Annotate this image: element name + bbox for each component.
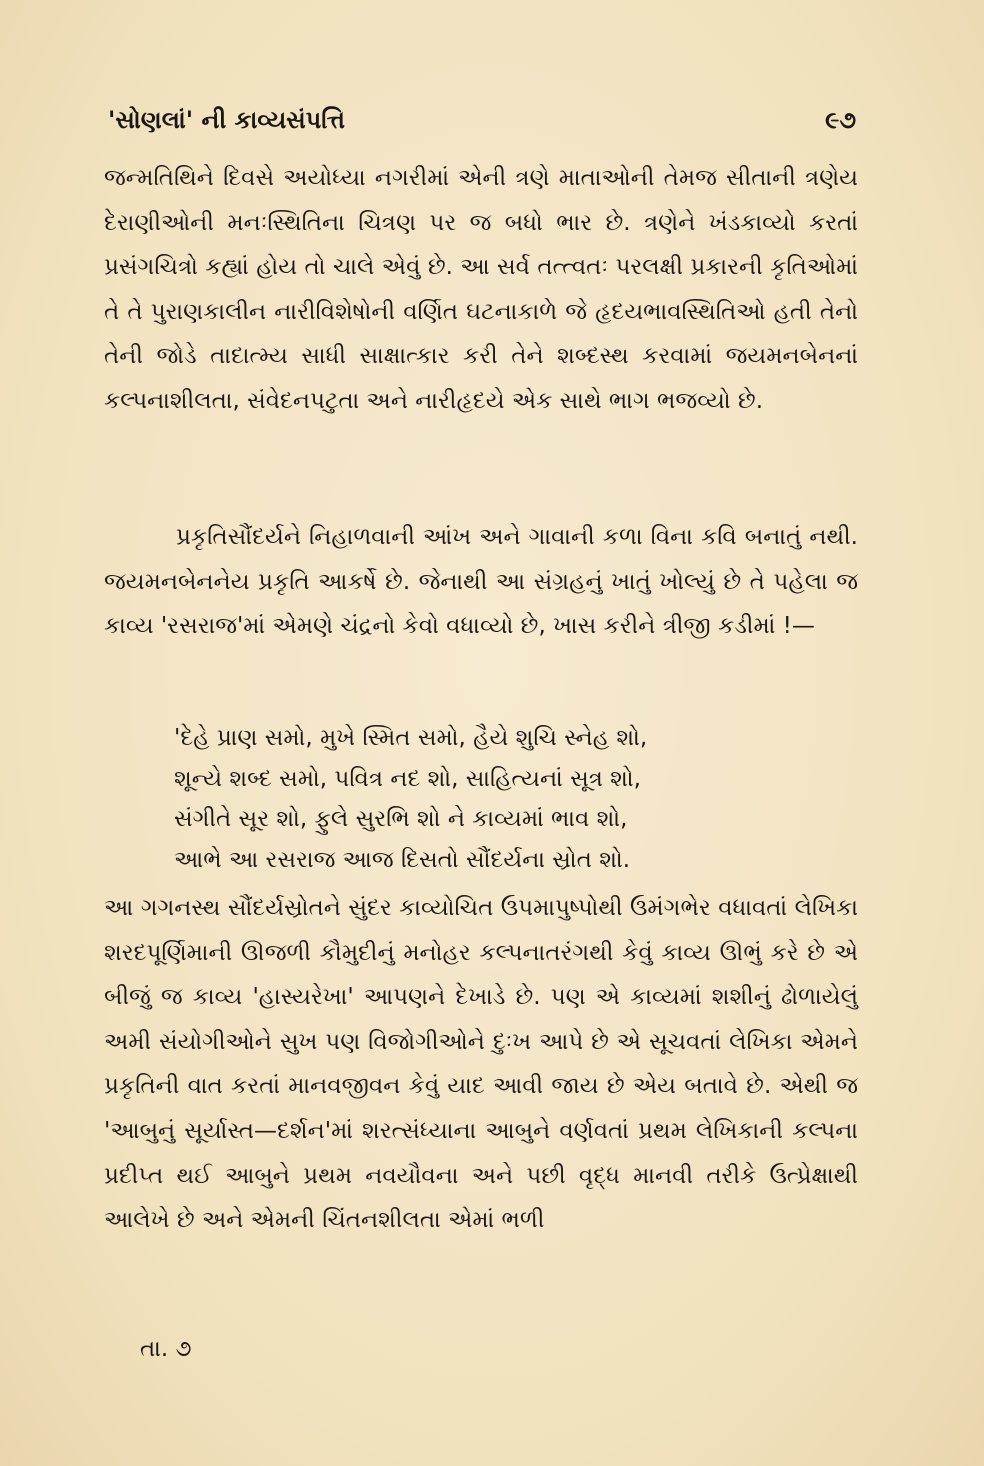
running-title: 'સોણલાં' ની કાવ્યસંપત્તિ <box>108 106 346 134</box>
paragraph: આ ગગનસ્થ સૌંદર્યસ્રોતને સુંદર કાવ્યોચિત ઉપમાપુષ્પોથી ઉમંગભેર વધાવતાં લેખિકા શરદપૂર્ણિમાની ઊજળી કૌમુદીનું મનોહર કલ્પનાતરંગથી કેવું કાવ્ય ઊભું કરે છે એ બીજું જ કાવ્ય 'હાસ્યરેખા' આપણને દેખાડે છે. પણ એ કાવ્યમાં શશીનું ઢોળાયેલું અમી સંયોગીઓને સુખ પણ વિજોગીઓને દુઃખ આપે છે એ સૂચવતાં લેખિકા એમને પ્રકૃતિની વાત કરતાં માનવજીવન કેવું યાદ આવી જાય છે એય બતાવે છે. એથી જ 'આબુનું સૂર્યાસ્ત—દર્શન'માં શરત્સંધ્યાના આબુને વર્ણવતાં પ્રથમ લેખિકાની કલ્પના પ્રદીપ્ત થઈ આબુને પ્રથમ નવયૌવના અને પછી વૃદ્ધ માનવી તરીકે ઉત્પ્રેક્ષાથી આલેખે છે અને એમની ચિંતનશીલતા એમાં ભળી <box>104 895 858 1234</box>
paragraph: જન્મતિથિને દિવસે અયોધ્યા નગરીમાં એની ત્રણે માતાઓની તેમજ સીતાની ત્રણેય દેરાણીઓની મનઃસ્થિતિના ચિત્રણ પર જ બધો ભાર છે. ત્રણેને ખંડકાવ્યો કરતાં પ્રસંગચિત્રો કહ્યાં હોય તો ચાલે એવું છે. આ સર્વ તત્ત્વતઃ પરલક્ષી પ્રકારની કૃતિઓમાં તે તે પુરાણકાલીન નારીવિશેષોની વર્ણિત ઘટનાકાળે જે હૃદયભાવસ્થિતિઓ હતી તેનો તેની જોડે તાદાત્મ્ય સાધી સાક્ષાત્કાર કરી તેને શબ્દસ્થ કરવામાં જયમનબેનનાં કલ્પનાશીલતા, સંવેદનપટુતા અને નારીહૃદયે એક સાથે ભાગ ભજવ્યો છે. <box>104 165 858 414</box>
page-number: ૯૭ <box>825 106 856 134</box>
signature-mark: તા. ૭ <box>140 1336 192 1362</box>
paragraph: પ્રકૃતિસૌંદર્યને નિહાળવાની આંખ અને ગાવાની કળા વિના કવિ બનાતું નથી. જયમનબેનનેય પ્રકૃતિ આકર્ષે છે. જેનાથી આ સંગ્રહનું ખાતું ખોલ્યું છે તે પહેલા જ કાવ્ય 'રસરાજ'માં એમણે ચંદ્રનો કેવો વધાવ્યો છે, ખાસ કરીને ત્રીજી કડીમાં !— <box>104 524 858 640</box>
poem-line: શૂન્યે શબ્દ સમો, પવિત્ર નદ શો, સાહિત્યનાં સૂત્ર શો, <box>174 765 641 792</box>
poem-line: સંગીતે સૂર શો, ફુલે સુરભિ શો ને કાવ્યમાં ભાવ શો, <box>174 806 628 833</box>
poem-line: આભે આ રસરાજ આજ દિસતો સૌંદર્યના સ્રોત શો. <box>174 846 631 873</box>
page-header <box>108 98 856 142</box>
poem-line: 'દેહે પ્રાણ સમો, મુખે સ્મિત સમો, હૈયે શુચિ સ્નેહ શો, <box>174 725 648 751</box>
poem-quote <box>174 718 778 880</box>
